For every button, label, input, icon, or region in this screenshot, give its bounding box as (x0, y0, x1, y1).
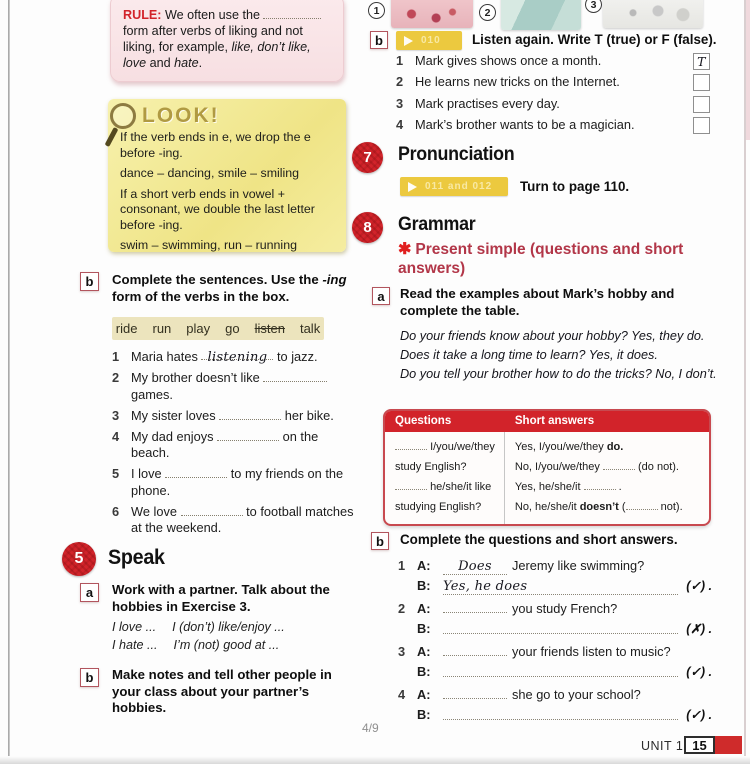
table-blank (626, 501, 658, 510)
asterisk-icon: ✱ (398, 241, 412, 258)
table-a-text: not). (660, 501, 683, 513)
rule-example-last: hate (174, 56, 199, 70)
prompt-line-2 (112, 637, 367, 655)
sentence-post: her bike. (284, 407, 334, 423)
tf-statement: Mark’s brother wants to be a magician. (415, 117, 635, 133)
tf-statement: Mark practises every day. (415, 95, 560, 111)
tf-item-4 (396, 117, 710, 138)
sentence-pre: Maria hates (131, 349, 198, 364)
prompt-1: I love ... (112, 620, 157, 634)
word-box (112, 317, 324, 340)
picture-number-1 (368, 2, 385, 19)
answer-blank (165, 467, 227, 478)
word-ride: ride (115, 321, 138, 336)
qa-a-line (398, 685, 712, 705)
true-false-list (396, 53, 710, 139)
section-8-title: Grammar (398, 214, 476, 235)
look-title: LOOK! (142, 104, 220, 127)
item-number: 4 (112, 428, 120, 444)
audio-badge-011-012 (400, 177, 508, 196)
exercise-5b-instruction: Make notes and tell other people in your class about your partner’s hobbies. (112, 667, 332, 715)
answer-blank (201, 349, 273, 365)
grammar-examples (400, 328, 736, 385)
item-number: 3 (398, 644, 406, 659)
qa-item-2 (398, 599, 712, 639)
progress-fraction: 4/9 (362, 721, 379, 735)
sentence-text (131, 429, 359, 462)
item-number: 4 (398, 687, 406, 702)
look-line-3: If a short verb ends in vowel + consonant, we double the last letter before -ing. (120, 186, 315, 232)
table-a-text: ( (621, 501, 626, 513)
tf-item-1 (396, 53, 710, 74)
sentence-pre: My brother doesn’t like (131, 370, 260, 385)
thumbnail-image-3 (603, 0, 703, 28)
look-line-2: dance – dancing, smile – smiling (120, 166, 300, 180)
qa-item-3 (398, 642, 712, 682)
speaking-prompts (112, 619, 367, 654)
grammar-subtitle (398, 240, 730, 278)
qa-question-text: she go to your school? (512, 687, 641, 702)
item-number: 5 (112, 466, 120, 481)
page-edge-pink (746, 0, 750, 140)
rule-text-2: form after verbs of liking and not liking, for example, (123, 24, 303, 54)
page-edge-left (8, 0, 10, 764)
answer-blank (263, 371, 327, 382)
exercise-5b-label: b (80, 668, 99, 687)
magnifier-icon (110, 103, 136, 129)
word-play: play (186, 321, 211, 336)
sentence-item-3 (112, 408, 359, 425)
speaker-a-label: A: (417, 644, 431, 659)
page-edge-bottom (0, 756, 750, 764)
section-7-badge (352, 142, 383, 173)
tf-statement: Mark gives shows once a month. (415, 53, 602, 68)
answer-blank (443, 558, 507, 575)
item-number: 6 (112, 503, 120, 519)
example-3: Do you tell your brother how to do the tricks? No, I don’t. (400, 367, 717, 381)
section-number: 8 (363, 219, 372, 236)
speaker-a-label: A: (417, 687, 431, 702)
qa-b-line (417, 619, 712, 639)
answer-box (693, 96, 710, 113)
answer-box (693, 117, 710, 134)
sentence-post: games. (131, 386, 173, 402)
tf-statement: He learns new tricks on the Internet. (415, 74, 620, 90)
look-box (108, 99, 346, 252)
answer-box (693, 74, 710, 91)
word-talk: talk (299, 321, 321, 336)
table-a-line (515, 437, 701, 457)
grammar-subtitle-text: Present simple (questions and short answers) (398, 241, 684, 277)
handwritten-answer: T (697, 54, 706, 69)
handwritten-answer: listening (207, 350, 268, 365)
answer-blank (443, 655, 507, 656)
word-run: run (152, 321, 172, 336)
exercise-4b-instr-1: Complete the sentences. Use the (112, 272, 319, 287)
qa-b-line (417, 576, 712, 596)
table-col-questions (385, 432, 505, 524)
answer-blank (217, 430, 279, 441)
example-2: Does it take a long time to learn? Yes, it does. (400, 348, 658, 362)
speaker-b-label: B: (417, 707, 431, 722)
prompt-line-1 (112, 619, 367, 637)
table-a-text: No, he/she/it (514, 501, 577, 513)
handwritten-answer: Yes, he does (443, 579, 528, 594)
table-a-text: No, I/you/we/they (514, 461, 600, 473)
speaker-a-label: A: (417, 601, 431, 616)
qa-b-line (417, 662, 712, 682)
exercise-5a-instruction: Work with a partner. Talk about the hobbies in Exercise 3. (112, 582, 330, 614)
table-a-bold: do. (606, 441, 624, 453)
exercise-4b-instr-2: form of the verbs in the box. (112, 288, 290, 304)
table-header-short-answers: Short answers (514, 415, 595, 427)
qa-a-line (398, 556, 712, 576)
table-blank (603, 461, 635, 470)
thumbnail-image-1 (391, 0, 473, 28)
qa-question (443, 642, 671, 662)
item-number: 3 (112, 407, 120, 423)
check-mark: (✓) . (686, 708, 712, 722)
sentence-text (131, 466, 359, 499)
table-body (385, 432, 709, 524)
tf-item-3 (396, 96, 710, 117)
section-5-badge (62, 542, 96, 576)
sentence-post: to football matches at the weekend. (131, 503, 354, 535)
answer-box (693, 53, 710, 70)
look-line-1: If the verb ends in e, we drop the e before -ing. (120, 130, 311, 160)
table-a-text: (do not). (638, 461, 679, 473)
question-answer-list (398, 556, 712, 728)
table-q-line: studying English? (395, 501, 482, 513)
sentence-pre: My dad enjoys (131, 428, 214, 444)
section-number: 5 (74, 550, 84, 567)
qa-a-line (398, 599, 712, 619)
audio-badge-010 (396, 31, 462, 50)
rule-blank (263, 8, 321, 19)
sentence-list (112, 349, 359, 541)
sentence-post: to jazz. (276, 349, 318, 364)
item-number: 3 (396, 95, 404, 111)
exercise-5a-label: a (80, 583, 99, 602)
grammar-table (383, 409, 711, 526)
table-blank (395, 481, 427, 490)
audio-track-number: 011 and 012 (425, 181, 493, 192)
magnifier-handle-icon (105, 127, 119, 147)
sentence-text (131, 349, 318, 366)
page-number-badge: 15 (684, 736, 715, 754)
unit-label: UNIT 1 (641, 739, 684, 753)
rule-label: RULE: (123, 8, 162, 22)
item-number: 1 (112, 349, 120, 364)
table-a-text: . (618, 481, 622, 493)
picture-number-label: 1 (373, 4, 380, 17)
word-go: go (225, 321, 240, 336)
sentence-text (131, 370, 359, 403)
sentence-item-2 (112, 370, 359, 403)
rule-period: . (198, 56, 203, 70)
sentence-post: to my friends on the phone. (131, 466, 344, 498)
qa-question (443, 685, 641, 705)
exercise-6b-instruction: Listen again. Write T (true) or F (false). (472, 32, 717, 47)
exercise-4b-instruction (112, 272, 352, 305)
table-a-text: Yes, I/you/we/they (514, 441, 604, 453)
item-number: 2 (112, 370, 120, 385)
table-blank (584, 481, 616, 490)
table-a-line (515, 497, 701, 517)
speaker-b-label: B: (417, 664, 431, 679)
word-listen-crossed: listen (254, 321, 285, 336)
table-q-text: I/you/we/they (430, 441, 495, 453)
item-number: 2 (396, 74, 404, 90)
table-q-line (395, 477, 496, 497)
table-q-line (395, 437, 496, 457)
sentence-post: on the beach. (131, 428, 319, 460)
item-number: 4 (396, 117, 404, 133)
speaker-a-label: A: (417, 558, 431, 573)
sentence-item-1 (112, 349, 359, 366)
page-number-red-bar (715, 736, 742, 754)
answer-line (443, 676, 678, 677)
picture-number-label: 2 (484, 6, 491, 19)
answer-line (443, 633, 678, 634)
answer-line (443, 719, 678, 720)
sentence-item-5 (112, 466, 359, 499)
rule-conj: and (149, 56, 171, 70)
picture-number-2 (479, 4, 496, 21)
sentence-item-4 (112, 429, 359, 462)
audio-track-number: 010 (421, 35, 441, 46)
handwritten-answer: Does (458, 559, 492, 574)
look-line-4: swim – swimming, run – running (120, 238, 297, 252)
item-number: 1 (396, 53, 404, 68)
answer-blank (181, 505, 243, 516)
section-8-badge (352, 212, 383, 243)
exercise-4b-instr-ing: -ing (322, 272, 347, 287)
check-mark: (✓) . (686, 579, 712, 593)
table-a-text: Yes, he/she/it (514, 481, 581, 493)
qa-b-line (417, 705, 712, 725)
answer-blank (443, 612, 507, 613)
pronunciation-text: Turn to page 110. (520, 179, 630, 194)
picture-number-3 (585, 0, 602, 13)
prompt-2: I (don’t) like/enjoy ... (172, 620, 285, 634)
table-header (385, 411, 709, 432)
qa-question-text: you study French? (512, 601, 618, 616)
sentence-pre: My sister loves (131, 407, 216, 423)
exercise-8b-instruction: Complete the questions and short answers. (400, 532, 678, 547)
speaker-b-label: B: (417, 578, 431, 593)
check-mark: (✓) . (686, 665, 712, 679)
tf-item-2 (396, 74, 710, 95)
table-q-line: study English? (395, 461, 467, 473)
prompt-4: I’m (not) good at ... (173, 637, 280, 652)
qa-question-text: Jeremy like swimming? (512, 558, 645, 573)
sentence-pre: We love (131, 503, 177, 519)
table-header-questions: Questions (395, 415, 452, 427)
qa-question (443, 599, 617, 619)
exercise-8a-label: a (372, 287, 390, 305)
table-a-line (515, 457, 701, 477)
thumbnail-image-2 (501, 0, 581, 30)
section-number: 7 (363, 149, 372, 166)
sentence-item-6 (112, 504, 359, 537)
table-col-answers (505, 432, 709, 524)
exercise-4b-label: b (80, 272, 99, 291)
qa-item-1 (398, 556, 712, 596)
answer-line (443, 579, 678, 595)
rule-examples: like, don’t like, love (123, 40, 311, 70)
rule-box (110, 0, 344, 82)
section-5-title: Speak (108, 546, 165, 569)
table-a-line (515, 477, 701, 497)
qa-question (443, 556, 644, 576)
answer-blank (219, 409, 281, 420)
cross-mark: (✗) . (686, 622, 712, 636)
play-icon (404, 36, 413, 46)
qa-question-text: your friends listen to music? (512, 644, 671, 659)
play-icon (408, 182, 417, 192)
example-1: Do your friends know about your hobby? Yes, they do. (400, 329, 705, 343)
sentence-pre: I love (131, 466, 162, 481)
table-blank (395, 441, 427, 450)
prompt-3: I hate ... (112, 637, 158, 652)
qa-a-line (398, 642, 712, 662)
picture-number-label: 3 (590, 0, 597, 11)
exercise-6b-label: b (370, 31, 388, 49)
item-number: 1 (398, 558, 406, 573)
section-7-title: Pronunciation (398, 144, 515, 165)
table-q-text: he/she/it like (430, 481, 492, 493)
speaker-b-label: B: (417, 621, 431, 636)
exercise-8b-label: b (371, 532, 389, 550)
rule-text-1: We often use the (164, 8, 260, 22)
sentence-text (131, 408, 334, 425)
item-number: 2 (398, 601, 406, 616)
exercise-8a-instruction: Read the examples about Mark’s hobby and complete the table. (400, 286, 675, 318)
table-a-bold: doesn’t (579, 501, 619, 513)
qa-item-4 (398, 685, 712, 725)
answer-blank (443, 698, 507, 699)
sentence-text (131, 504, 359, 537)
